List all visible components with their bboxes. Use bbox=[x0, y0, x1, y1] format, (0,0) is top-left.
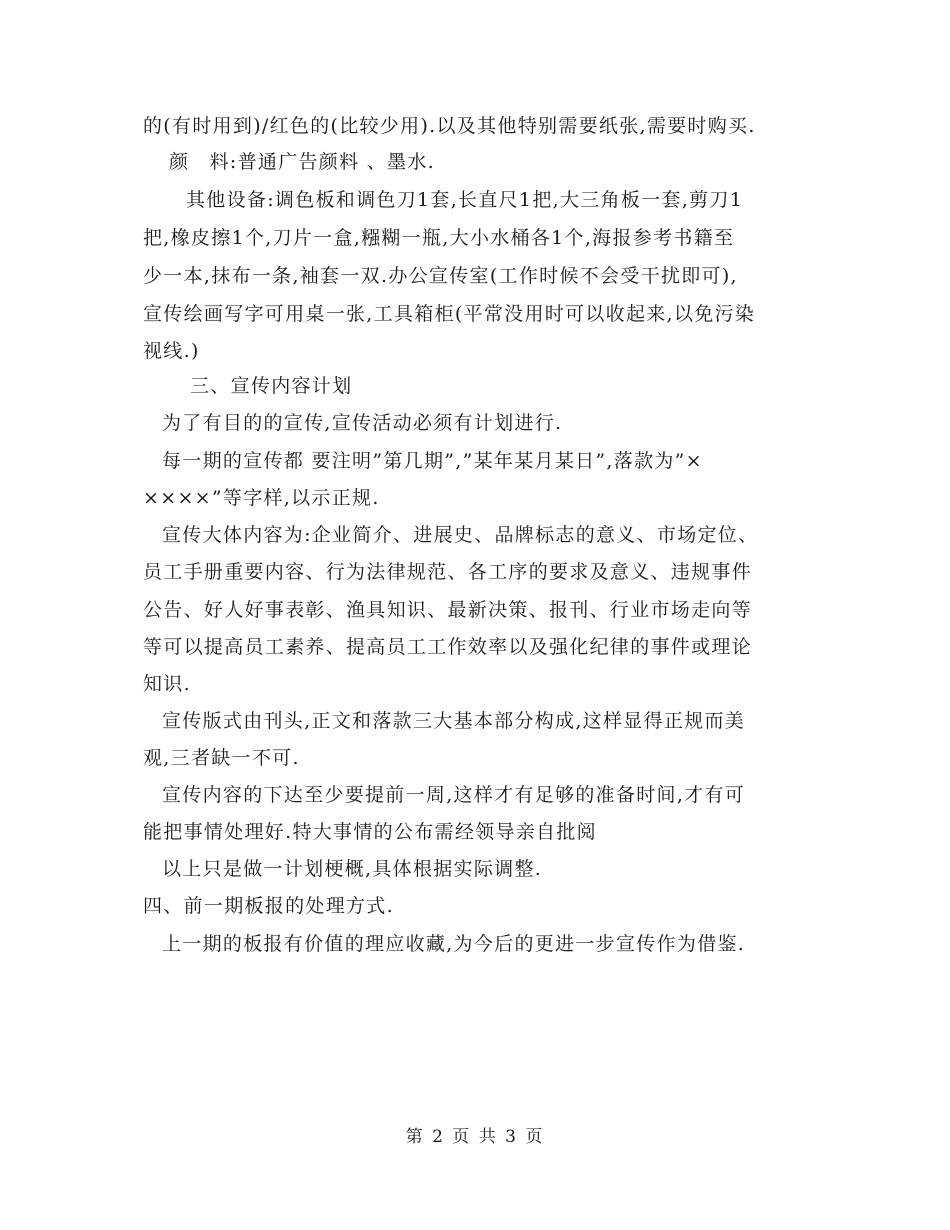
text-line: 的(有时用到)/红色的(比较少用).以及其他特别需要纸张,需要时购买. bbox=[143, 115, 756, 137]
text-line: 为了有目的的宣传,宣传活动必须有计划进行. bbox=[162, 412, 563, 434]
text-line: 公告、好人好事表彰、渔具知识、最新决策、报刊、行业市场走向等 bbox=[143, 599, 753, 621]
text-line: 知识. bbox=[143, 673, 191, 695]
text-line: 员工手册重要内容、行为法律规范、各工序的要求及意义、违规事件 bbox=[143, 561, 753, 583]
text-line: 等可以提高员工素养、提高员工工作效率以及强化纪律的事件或理论 bbox=[143, 636, 753, 658]
text-line: 每一期的宣传都 要注明”第几期”,”某年某月某日”,落款为”× bbox=[162, 450, 703, 472]
text-line: 其他设备:调色板和调色刀1套,长直尺1把,大三角板一套,剪刀1 bbox=[186, 189, 744, 211]
text-line: 视线.) bbox=[143, 340, 200, 362]
text-line: 能把事情处理好.特大事情的公布需经领导亲自批阅 bbox=[143, 821, 597, 843]
text-line: 少一本,抹布一条,袖套一双.办公宣传室(工作时候不会受干扰即可), bbox=[143, 265, 738, 287]
text-line: 上一期的板报有价值的理应收藏,为今后的更进一步宣传作为借鉴. bbox=[162, 933, 746, 955]
text-line: 颜 料:普通广告颜料 、墨水. bbox=[169, 151, 435, 173]
text-line: 宣传大体内容为:企业简介、进展史、品牌标志的意义、市场定位、 bbox=[162, 524, 759, 546]
text-line: 宣传绘画写字可用桌一张,工具箱柜(平常没用时可以收起来,以免污染 bbox=[143, 303, 756, 325]
text-line: 以上只是做一计划梗概,具体根据实际调整. bbox=[162, 858, 543, 880]
page-footer: 第 2 页 共 3 页 bbox=[405, 1127, 545, 1147]
section-heading: 三、宣传内容计划 bbox=[190, 375, 353, 397]
text-line: 宣传内容的下达至少要提前一周,这样才有足够的准备时间,才有可 bbox=[162, 784, 746, 806]
text-line: 把,橡皮擦1个,刀片一盒,糨糊一瓶,大小水桶各1个,海报参考书籍至 bbox=[143, 227, 735, 249]
section-heading: 四、前一期板报的处理方式. bbox=[143, 895, 394, 917]
text-line: 观,三者缺一不可. bbox=[143, 747, 300, 769]
text-line: 宣传版式由刊头,正文和落款三大基本部分构成,这样显得正规而美 bbox=[162, 710, 746, 732]
text-line: ××××”等字样,以示正规. bbox=[143, 487, 380, 509]
